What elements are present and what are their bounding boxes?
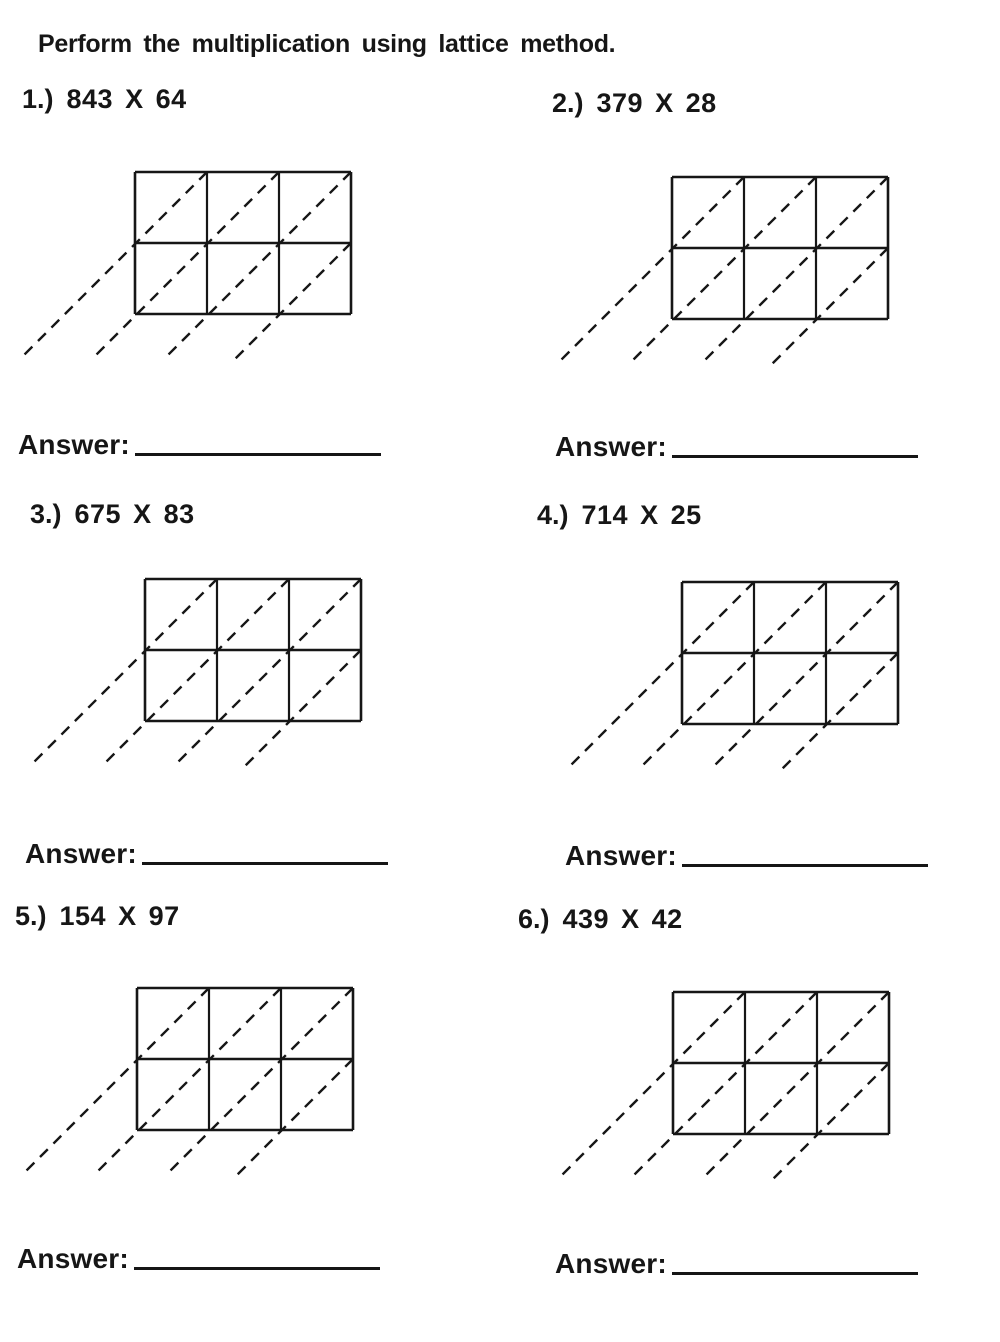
answer-blank-2[interactable] (672, 451, 918, 458)
problem-3-label (30, 499, 195, 530)
answer-row-5 (17, 1243, 380, 1275)
answer-label: Answer: (25, 838, 137, 869)
problem-number: 4.) (537, 500, 569, 530)
problem-expression: 379 X 28 (596, 88, 717, 118)
problem-5-label (15, 901, 180, 932)
problem-number: 1.) (22, 84, 54, 114)
problem-expression: 154 X 97 (59, 901, 180, 931)
answer-row-3 (25, 838, 388, 870)
lattice-grid-2 (537, 155, 937, 385)
lattice-grid-3 (10, 557, 410, 787)
answer-row-6 (555, 1248, 918, 1280)
answer-blank-3[interactable] (142, 858, 388, 865)
answer-row-1 (18, 429, 381, 461)
lattice-grid-5 (2, 966, 402, 1196)
problem-expression: 714 X 25 (581, 500, 702, 530)
answer-row-2 (555, 431, 918, 463)
answer-label: Answer: (565, 840, 677, 871)
answer-label: Answer: (18, 429, 130, 460)
lattice-grid-4 (547, 560, 947, 790)
problem-expression: 843 X 64 (66, 84, 187, 114)
answer-blank-6[interactable] (672, 1268, 918, 1275)
problem-expression: 439 X 42 (562, 904, 683, 934)
problem-number: 3.) (30, 499, 62, 529)
answer-label: Answer: (555, 1248, 667, 1279)
problem-number: 2.) (552, 88, 584, 118)
problem-6-label (518, 904, 683, 935)
problem-number: 5.) (15, 901, 47, 931)
problem-expression: 675 X 83 (74, 499, 195, 529)
answer-row-4 (565, 840, 928, 872)
lattice-grid-1 (0, 150, 400, 380)
problem-number: 6.) (518, 904, 550, 934)
page-title: Perform the multiplication using lattice method. (38, 30, 616, 58)
answer-blank-1[interactable] (135, 449, 381, 456)
problem-1-label (22, 84, 187, 115)
problem-2-label (552, 88, 717, 119)
problem-4-label (537, 500, 702, 531)
answer-label: Answer: (555, 431, 667, 462)
answer-blank-4[interactable] (682, 860, 928, 867)
answer-label: Answer: (17, 1243, 129, 1274)
lattice-grid-6 (538, 970, 938, 1200)
answer-blank-5[interactable] (134, 1263, 380, 1270)
